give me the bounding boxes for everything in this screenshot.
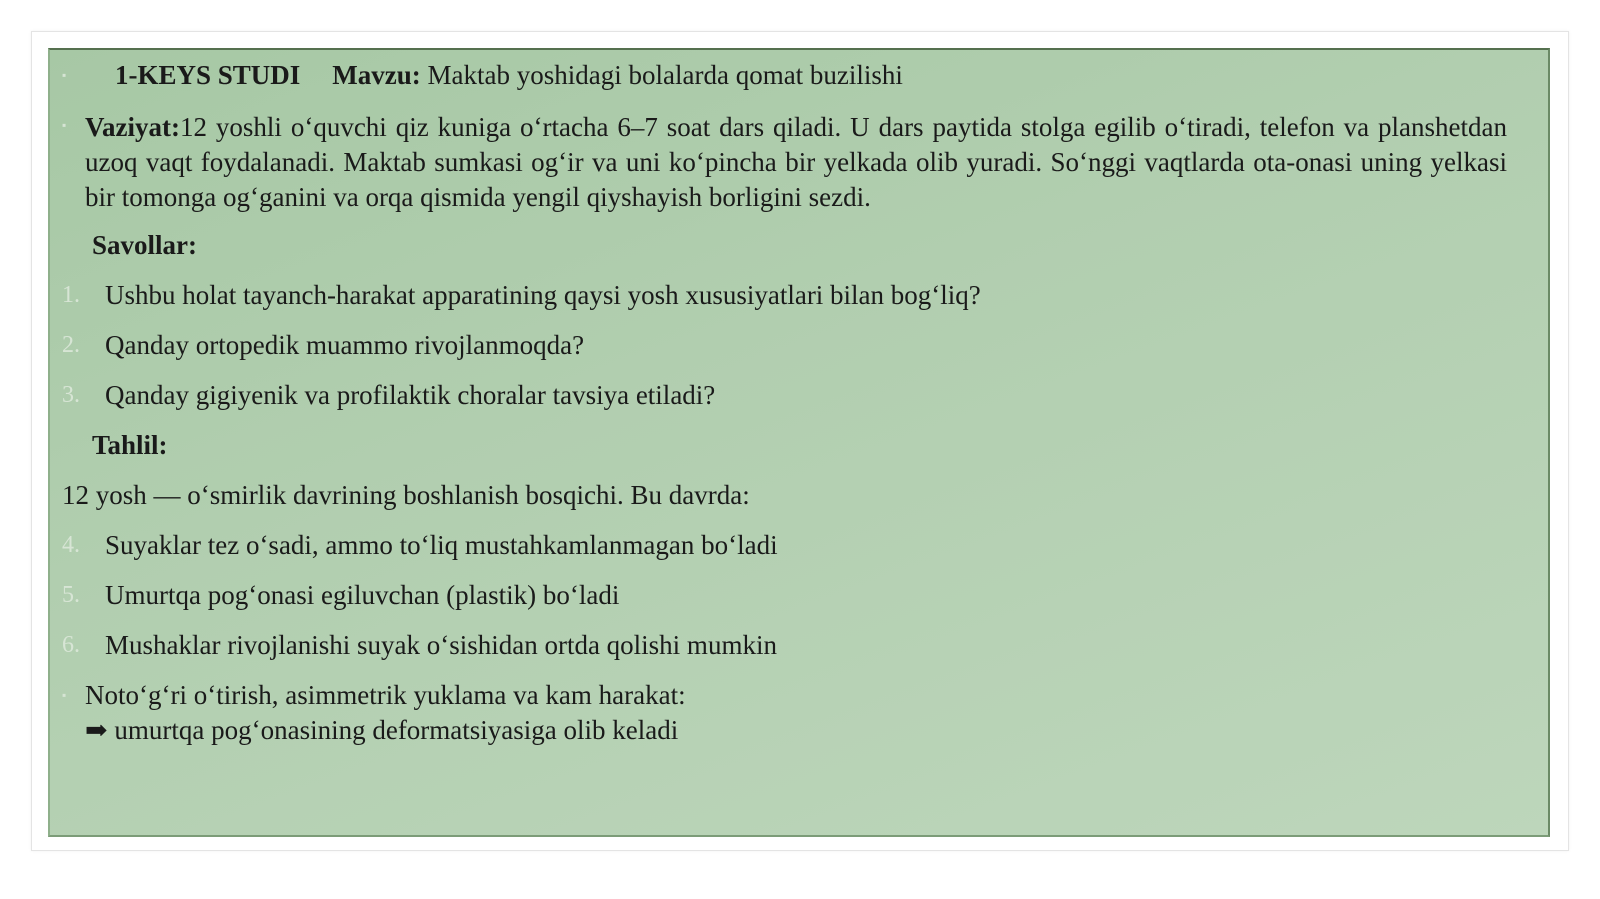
- analysis-item: Umurtqa pog‘onasi egiluvchan (plastik) bo‘ladi: [105, 580, 620, 610]
- list-number: 5.: [62, 582, 80, 608]
- question-item: Qanday ortopedik muammo rivojlanmoqda?: [105, 330, 585, 360]
- slide: [48, 48, 1550, 837]
- question-item: Qanday gigiyenik va profilaktik choralar tavsiya etiladi?: [105, 380, 716, 410]
- bullet-marker: ▪: [62, 68, 67, 82]
- analysis-heading: Tahlil:: [92, 430, 168, 460]
- situation-paragraph: [85, 110, 1507, 215]
- question-item: Ushbu holat tayanch-harakat apparatining qaysi yosh xususiyatlari bilan bog‘liq?: [105, 280, 981, 310]
- bullet-marker: ▪: [62, 688, 67, 702]
- list-number: 2.: [62, 332, 80, 358]
- list-number: 4.: [62, 532, 80, 558]
- questions-heading: Savollar:: [92, 230, 197, 260]
- list-number: 6.: [62, 632, 80, 658]
- conclusion-line-2: ➡ umurtqa pog‘onasining deformatsiyasiga olib keladi: [85, 715, 679, 745]
- situation-label: Vaziyat:: [85, 112, 180, 142]
- topic-text: Maktab yoshidagi bolalarda qomat buzilishi: [420, 60, 903, 90]
- slide-title: [115, 60, 903, 91]
- list-number: 3.: [62, 382, 80, 408]
- bullet-marker: ▪: [62, 118, 67, 132]
- case-title: 1-KEYS STUDI: [115, 60, 301, 90]
- conclusion-line-1: Noto‘g‘ri o‘tirish, asimmetrik yuklama va kam harakat:: [85, 680, 686, 710]
- topic-label: Mavzu:: [332, 60, 421, 90]
- analysis-item: Suyaklar tez o‘sadi, ammo to‘liq mustahkamlanmagan bo‘ladi: [105, 530, 778, 560]
- situation-text: 12 yoshli o‘quvchi qiz kuniga o‘rtacha 6–7 soat dars qiladi. U dars paytida stolga egilib o‘tiradi, telefon va planshetdan uzoq vaqt foydalanadi. Maktab sumkasi og‘ir va uni ko‘pincha bir yelkada olib yuradi. So‘nggi vaqtlarda ota-onasi uning yelkasi bir tomonga og‘ganini va orqa qismida yengil qiyshayish borligini sezdi.: [85, 112, 1507, 212]
- list-number: 1.: [62, 282, 80, 308]
- analysis-intro: 12 yosh — o‘smirlik davrining boshlanish bosqichi. Bu davrda:: [62, 480, 750, 510]
- analysis-item: Mushaklar rivojlanishi suyak o‘sishidan ortda qolishi mumkin: [105, 630, 777, 660]
